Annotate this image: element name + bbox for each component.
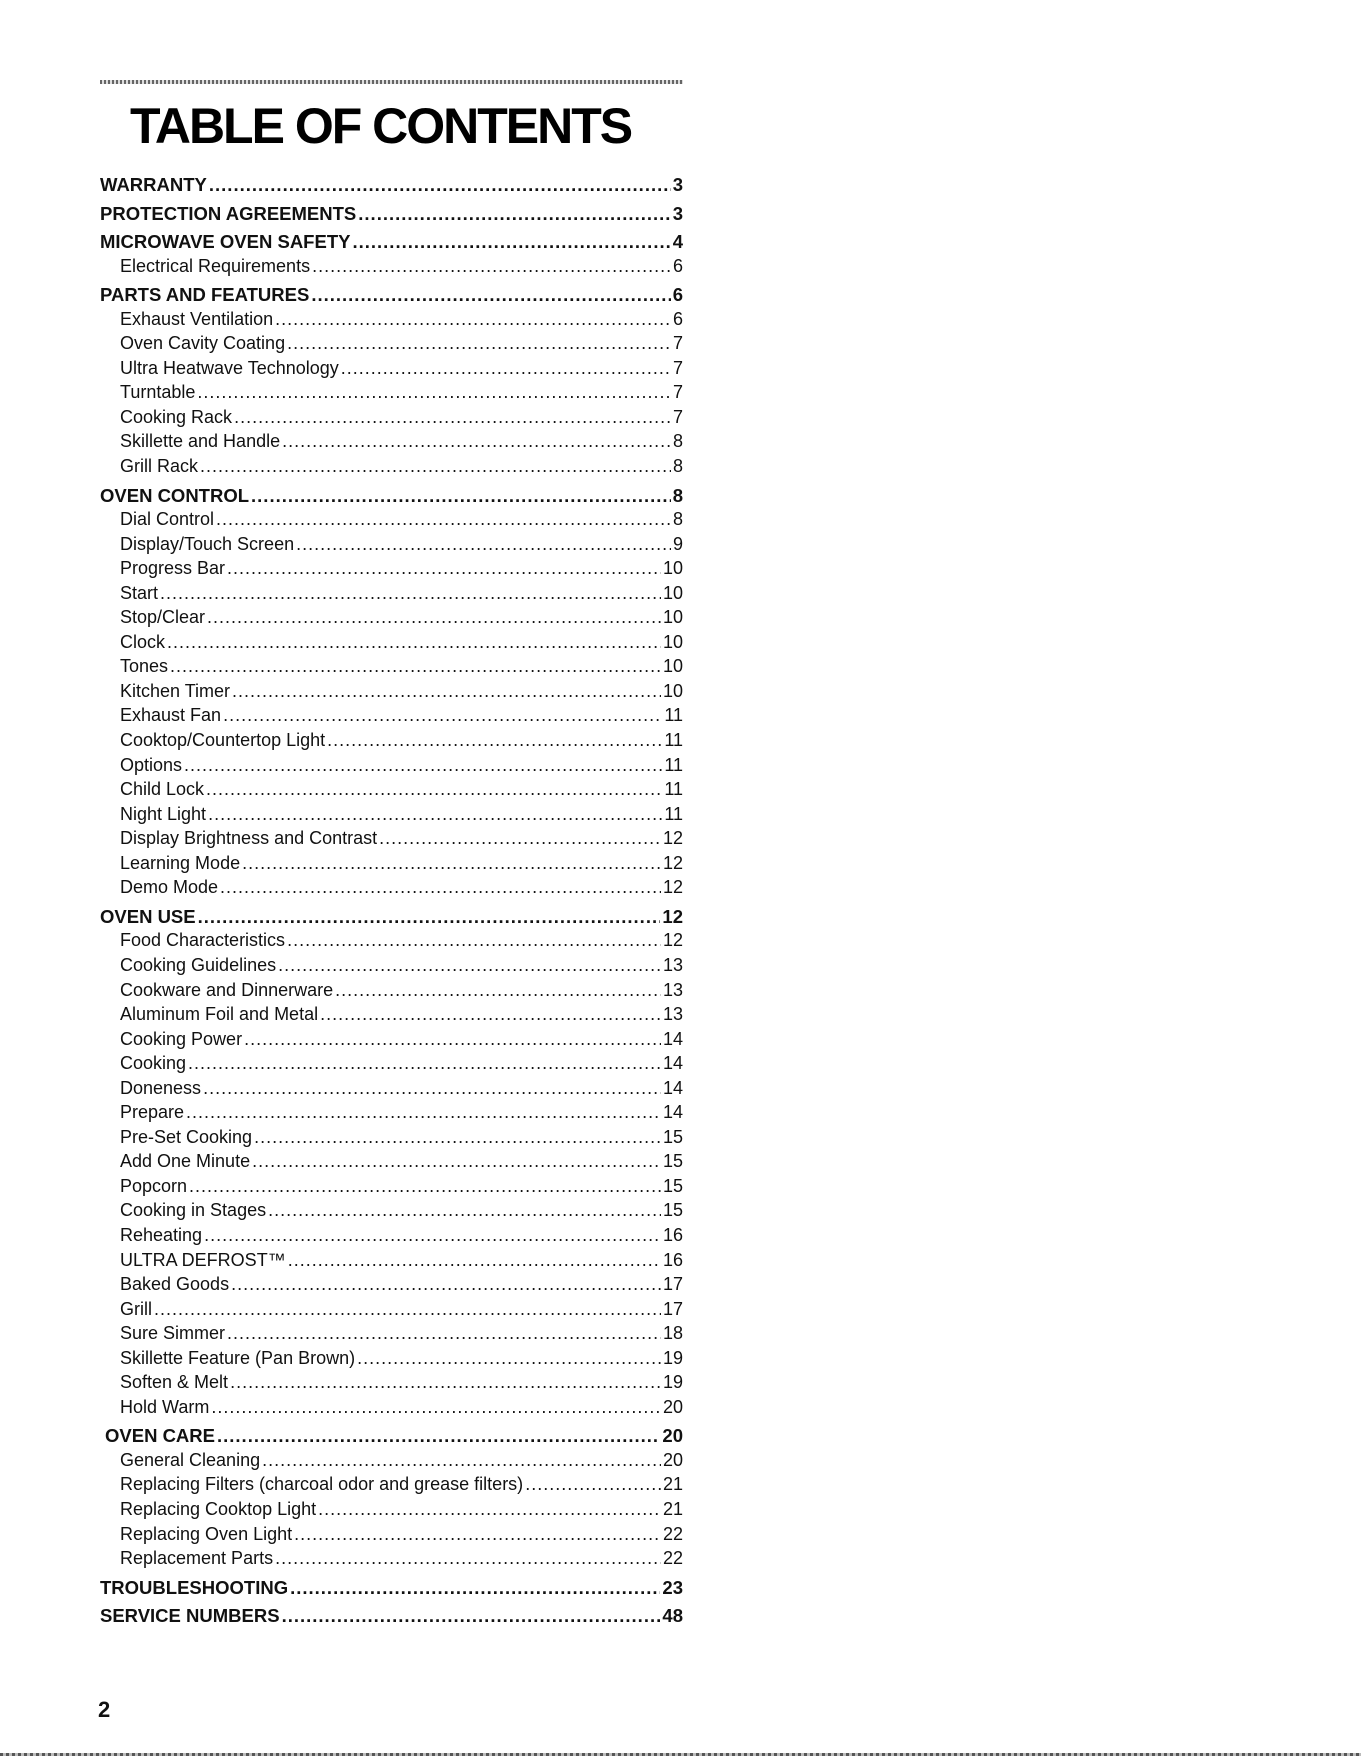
toc-subsection-entry bbox=[100, 382, 683, 407]
toc-entry-label: Cooking Power bbox=[120, 1028, 243, 1049]
toc-subsection-entry bbox=[100, 1053, 683, 1078]
toc-entry-label: OVEN CARE bbox=[105, 1425, 215, 1447]
toc-entry-page: 13 bbox=[662, 954, 683, 975]
dot-leader bbox=[287, 333, 671, 354]
toc-subsection-entry bbox=[100, 1127, 683, 1152]
toc-subsection-entry bbox=[100, 1029, 683, 1054]
toc-section-entry bbox=[100, 284, 683, 309]
toc-section-entry bbox=[100, 231, 683, 256]
toc-entry-label: OVEN USE bbox=[100, 905, 196, 927]
toc-subsection-entry bbox=[100, 1299, 683, 1324]
toc-subsection-entry bbox=[100, 877, 683, 902]
toc-subsection-entry bbox=[100, 1474, 683, 1499]
toc-subsection-entry bbox=[100, 804, 683, 829]
dot-leader bbox=[206, 779, 662, 800]
toc-subsection-entry bbox=[100, 1200, 683, 1225]
toc-entry-label: Skillette and Handle bbox=[120, 431, 281, 452]
toc-entry-page: 11 bbox=[664, 754, 683, 775]
toc-entry-page: 21 bbox=[662, 1474, 683, 1495]
toc-entry-page: 21 bbox=[662, 1498, 683, 1519]
toc-entry-page: 12 bbox=[662, 877, 683, 898]
toc-entry-page: 10 bbox=[662, 582, 683, 603]
dot-leader bbox=[312, 256, 671, 277]
toc-entry-page: 15 bbox=[662, 1200, 683, 1221]
toc-entry-label: Learning Mode bbox=[120, 852, 241, 873]
dot-leader bbox=[275, 309, 671, 330]
toc-entry-label: Demo Mode bbox=[120, 877, 219, 898]
toc-entry-label: Grill Rack bbox=[120, 456, 199, 477]
toc-subsection-entry bbox=[100, 1004, 683, 1029]
dot-leader bbox=[252, 1151, 661, 1172]
dot-leader bbox=[208, 804, 662, 825]
dot-leader bbox=[160, 583, 661, 604]
toc-entry-label: PARTS AND FEATURES bbox=[100, 284, 310, 306]
toc-subsection-entry bbox=[100, 930, 683, 955]
toc-subsection-entry bbox=[100, 1548, 683, 1573]
toc-subsection-entry bbox=[100, 583, 683, 608]
toc-entry-page: 3 bbox=[672, 174, 683, 195]
toc-entry-page: 11 bbox=[664, 779, 683, 800]
toc-entry-page: 6 bbox=[672, 255, 683, 276]
toc-subsection-entry bbox=[100, 1524, 683, 1549]
toc-entry-page: 20 bbox=[662, 1396, 683, 1417]
dot-leader bbox=[311, 284, 670, 306]
toc-entry-label: Progress Bar bbox=[120, 558, 226, 579]
page-number: 2 bbox=[98, 1697, 111, 1722]
toc-entry-label: Pre-Set Cooking bbox=[120, 1126, 253, 1147]
toc-entry-page: 14 bbox=[662, 1053, 683, 1074]
dot-leader bbox=[335, 980, 661, 1001]
toc-entry-page: 14 bbox=[662, 1028, 683, 1049]
toc-entry-page: 16 bbox=[662, 1249, 683, 1270]
dot-leader bbox=[227, 1323, 661, 1344]
dot-leader bbox=[352, 231, 670, 253]
toc-entry-page: 8 bbox=[672, 484, 683, 506]
toc-entry-label: Cookware and Dinnerware bbox=[120, 979, 334, 1000]
toc-entry-label: Exhaust Ventilation bbox=[120, 308, 274, 329]
toc-subsection-entry bbox=[100, 309, 683, 334]
toc-entry-label: Cooktop/Countertop Light bbox=[120, 730, 326, 751]
toc-entry-label: Reheating bbox=[120, 1224, 203, 1245]
dot-leader bbox=[170, 656, 661, 677]
dot-leader bbox=[318, 1499, 661, 1520]
toc-entry-page: 3 bbox=[672, 202, 683, 224]
toc-entry-page: 16 bbox=[662, 1224, 683, 1245]
toc-subsection-entry bbox=[100, 1102, 683, 1127]
toc-entry-page: 11 bbox=[664, 705, 683, 726]
toc-entry-page: 19 bbox=[662, 1372, 683, 1393]
toc-entry-label: SERVICE NUMBERS bbox=[100, 1605, 280, 1627]
toc-subsection-entry bbox=[100, 955, 683, 980]
dot-leader bbox=[278, 955, 661, 976]
dot-leader bbox=[320, 1004, 661, 1025]
toc-entry-page: 12 bbox=[662, 905, 683, 927]
dot-leader bbox=[188, 1053, 661, 1074]
toc-subsection-entry bbox=[100, 256, 683, 281]
toc-entry-label: Food Characteristics bbox=[120, 930, 286, 951]
dot-leader bbox=[251, 485, 671, 507]
dot-leader bbox=[167, 632, 661, 653]
dot-leader bbox=[379, 828, 661, 849]
toc-subsection-entry bbox=[100, 509, 683, 534]
toc-entry-label: Prepare bbox=[120, 1102, 185, 1123]
dot-leader bbox=[327, 730, 662, 751]
toc-entry-label: Cooking bbox=[120, 1053, 187, 1074]
toc-entry-page: 7 bbox=[672, 382, 683, 403]
toc-subsection-entry bbox=[100, 1250, 683, 1275]
toc-entry-page: 15 bbox=[662, 1126, 683, 1147]
toc-entry-label: Display/Touch Screen bbox=[120, 533, 295, 554]
toc-subsection-entry bbox=[100, 1372, 683, 1397]
toc-entry-page: 7 bbox=[672, 357, 683, 378]
toc-entry-page: 12 bbox=[662, 930, 683, 951]
toc-entry-page: 19 bbox=[662, 1347, 683, 1368]
dot-leader bbox=[211, 1397, 661, 1418]
toc-entry-label: Sure Simmer bbox=[120, 1323, 226, 1344]
toc-entry-page: 23 bbox=[662, 1576, 683, 1598]
toc-entry-label: Cooking Guidelines bbox=[120, 954, 277, 975]
dot-leader bbox=[186, 1102, 661, 1123]
toc-section-entry bbox=[100, 906, 683, 931]
toc-entry-label: MICROWAVE OVEN SAFETY bbox=[100, 231, 351, 253]
toc-subsection-entry bbox=[100, 1450, 683, 1475]
toc-entry-page: 6 bbox=[672, 284, 683, 306]
dot-leader bbox=[358, 203, 670, 225]
toc-entry-label: Tones bbox=[120, 656, 169, 677]
toc-subsection-entry bbox=[100, 431, 683, 456]
toc-entry-label: Oven Cavity Coating bbox=[120, 333, 286, 354]
dot-leader bbox=[341, 358, 671, 379]
dot-leader bbox=[268, 1200, 661, 1221]
toc-section-entry bbox=[100, 1605, 683, 1630]
toc-entry-page: 6 bbox=[672, 308, 683, 329]
toc-entry-page: 12 bbox=[662, 852, 683, 873]
toc-subsection-entry bbox=[100, 828, 683, 853]
dot-leader bbox=[234, 407, 671, 428]
dot-leader bbox=[204, 1225, 661, 1246]
toc-entry-page: 22 bbox=[662, 1548, 683, 1569]
toc-entry-label: General Cleaning bbox=[120, 1449, 261, 1470]
toc-entry-page: 7 bbox=[672, 333, 683, 354]
toc-entry-label: Clock bbox=[120, 631, 166, 652]
toc-entry-label: Soften & Melt bbox=[120, 1372, 229, 1393]
dot-leader bbox=[189, 1176, 661, 1197]
toc-entry-page: 48 bbox=[662, 1605, 683, 1627]
bottom-rule bbox=[0, 1753, 1361, 1756]
dot-leader bbox=[254, 1127, 661, 1148]
toc-subsection-entry bbox=[100, 730, 683, 755]
dot-leader bbox=[357, 1348, 661, 1369]
toc-subsection-entry bbox=[100, 558, 683, 583]
dot-leader bbox=[296, 534, 671, 555]
dot-leader bbox=[200, 456, 671, 477]
dot-leader bbox=[207, 607, 661, 628]
toc-entry-page: 10 bbox=[662, 631, 683, 652]
dot-leader bbox=[223, 705, 662, 726]
toc-entry-label: Stop/Clear bbox=[120, 607, 206, 628]
dot-leader bbox=[227, 558, 661, 579]
toc-entry-page: 22 bbox=[662, 1523, 683, 1544]
toc-entry-page: 15 bbox=[662, 1175, 683, 1196]
toc-subsection-entry bbox=[100, 358, 683, 383]
table-of-contents bbox=[100, 174, 683, 1630]
toc-entry-label: Grill bbox=[120, 1298, 152, 1319]
toc-entry-label: PROTECTION AGREEMENTS bbox=[100, 202, 357, 224]
toc-entry-page: 13 bbox=[662, 979, 683, 1000]
toc-entry-page: 10 bbox=[662, 680, 683, 701]
toc-entry-label: Hold Warm bbox=[120, 1396, 210, 1417]
toc-entry-page: 8 bbox=[672, 509, 683, 530]
toc-entry-label: Replacing Cooktop Light bbox=[120, 1498, 317, 1519]
toc-entry-page: 10 bbox=[662, 656, 683, 677]
toc-entry-page: 17 bbox=[662, 1274, 683, 1295]
toc-subsection-entry bbox=[100, 656, 683, 681]
toc-entry-page: 12 bbox=[662, 828, 683, 849]
toc-subsection-entry bbox=[100, 1225, 683, 1250]
toc-entry-label: Aluminum Foil and Metal bbox=[120, 1004, 319, 1025]
dot-leader bbox=[231, 1274, 661, 1295]
toc-subsection-entry bbox=[100, 1078, 683, 1103]
toc-subsection-entry bbox=[100, 755, 683, 780]
toc-subsection-entry bbox=[100, 534, 683, 559]
toc-entry-label: Turntable bbox=[120, 382, 196, 403]
toc-entry-page: 10 bbox=[662, 607, 683, 628]
dot-leader bbox=[290, 1577, 660, 1599]
toc-entry-label: TROUBLESHOOTING bbox=[100, 1576, 289, 1598]
toc-subsection-entry bbox=[100, 779, 683, 804]
toc-subsection-entry bbox=[100, 456, 683, 481]
toc-entry-page: 14 bbox=[662, 1102, 683, 1123]
toc-entry-page: 11 bbox=[664, 803, 683, 824]
toc-entry-label: Replacement Parts bbox=[120, 1548, 274, 1569]
dot-leader bbox=[525, 1474, 661, 1495]
dot-leader bbox=[216, 509, 671, 530]
toc-entry-label: Cooking Rack bbox=[120, 406, 233, 427]
toc-entry-label: Cooking in Stages bbox=[120, 1200, 267, 1221]
toc-entry-label: Exhaust Fan bbox=[120, 705, 222, 726]
toc-section-entry bbox=[100, 203, 683, 228]
toc-entry-page: 17 bbox=[662, 1298, 683, 1319]
toc-entry-label: Start bbox=[120, 582, 159, 603]
dot-leader bbox=[220, 877, 661, 898]
toc-entry-page: 11 bbox=[664, 730, 683, 751]
dot-leader bbox=[294, 1524, 661, 1545]
dot-leader bbox=[275, 1548, 661, 1569]
dot-leader bbox=[262, 1450, 661, 1471]
toc-entry-page: 20 bbox=[662, 1425, 683, 1447]
toc-entry-page: 13 bbox=[662, 1004, 683, 1025]
dot-leader bbox=[154, 1299, 661, 1320]
dot-leader bbox=[197, 382, 671, 403]
dot-leader bbox=[282, 431, 671, 452]
toc-entry-label: Popcorn bbox=[120, 1175, 188, 1196]
toc-subsection-entry bbox=[100, 681, 683, 706]
toc-subsection-entry bbox=[100, 632, 683, 657]
toc-entry-page: 8 bbox=[672, 456, 683, 477]
dot-leader bbox=[232, 681, 661, 702]
toc-entry-page: 10 bbox=[662, 558, 683, 579]
toc-subsection-entry bbox=[100, 1274, 683, 1299]
dot-leader bbox=[217, 1425, 660, 1447]
toc-entry-label: OVEN CONTROL bbox=[100, 484, 250, 506]
toc-entry-label: Doneness bbox=[120, 1077, 202, 1098]
page-title: TABLE OF CONTENTS bbox=[130, 98, 632, 154]
dot-leader bbox=[287, 930, 661, 951]
toc-subsection-entry bbox=[100, 853, 683, 878]
toc-entry-page: 4 bbox=[672, 231, 683, 253]
toc-entry-page: 8 bbox=[672, 431, 683, 452]
dot-leader bbox=[288, 1250, 661, 1271]
dot-leader bbox=[184, 755, 662, 776]
dot-leader bbox=[198, 906, 661, 928]
toc-section-entry bbox=[100, 1577, 683, 1602]
toc-section-entry bbox=[100, 1425, 683, 1450]
toc-entry-label: Electrical Requirements bbox=[120, 255, 311, 276]
toc-entry-page: 7 bbox=[672, 406, 683, 427]
toc-entry-label: ULTRA DEFROST™ bbox=[120, 1249, 286, 1270]
toc-section-entry bbox=[100, 485, 683, 510]
toc-entry-page: 20 bbox=[662, 1449, 683, 1470]
toc-entry-page: 14 bbox=[662, 1077, 683, 1098]
toc-entry-label: Dial Control bbox=[120, 509, 215, 530]
toc-entry-label: Child Lock bbox=[120, 779, 205, 800]
toc-entry-label: Kitchen Timer bbox=[120, 680, 231, 701]
toc-subsection-entry bbox=[100, 1348, 683, 1373]
dot-leader bbox=[209, 174, 671, 196]
dot-leader bbox=[230, 1372, 661, 1393]
dot-leader bbox=[244, 1029, 661, 1050]
toc-subsection-entry bbox=[100, 980, 683, 1005]
toc-entry-label: Skillette Feature (Pan Brown) bbox=[120, 1347, 356, 1368]
toc-subsection-entry bbox=[100, 607, 683, 632]
dot-leader bbox=[242, 853, 661, 874]
toc-subsection-entry bbox=[100, 1323, 683, 1348]
toc-entry-label: WARRANTY bbox=[100, 174, 207, 195]
toc-entry-page: 9 bbox=[672, 533, 683, 554]
toc-subsection-entry bbox=[100, 1397, 683, 1422]
toc-entry-label: Options bbox=[120, 754, 183, 775]
toc-entry-label: Night Light bbox=[120, 803, 207, 824]
dot-leader bbox=[203, 1078, 661, 1099]
toc-subsection-entry bbox=[100, 705, 683, 730]
toc-entry-label: Display Brightness and Contrast bbox=[120, 828, 378, 849]
toc-subsection-entry bbox=[100, 1151, 683, 1176]
toc-entry-label: Add One Minute bbox=[120, 1151, 251, 1172]
toc-subsection-entry bbox=[100, 1499, 683, 1524]
toc-entry-page: 18 bbox=[662, 1323, 683, 1344]
top-rule bbox=[100, 80, 683, 84]
toc-entry-label: Replacing Oven Light bbox=[120, 1523, 293, 1544]
toc-entry-label: Replacing Filters (charcoal odor and grease filters) bbox=[120, 1474, 524, 1495]
toc-section-entry bbox=[100, 174, 683, 199]
toc-subsection-entry bbox=[100, 407, 683, 432]
toc-entry-label: Baked Goods bbox=[120, 1274, 230, 1295]
toc-entry-label: Ultra Heatwave Technology bbox=[120, 357, 339, 378]
toc-entry-page: 15 bbox=[662, 1151, 683, 1172]
toc-subsection-entry bbox=[100, 1176, 683, 1201]
toc-subsection-entry bbox=[100, 333, 683, 358]
dot-leader bbox=[282, 1605, 661, 1627]
